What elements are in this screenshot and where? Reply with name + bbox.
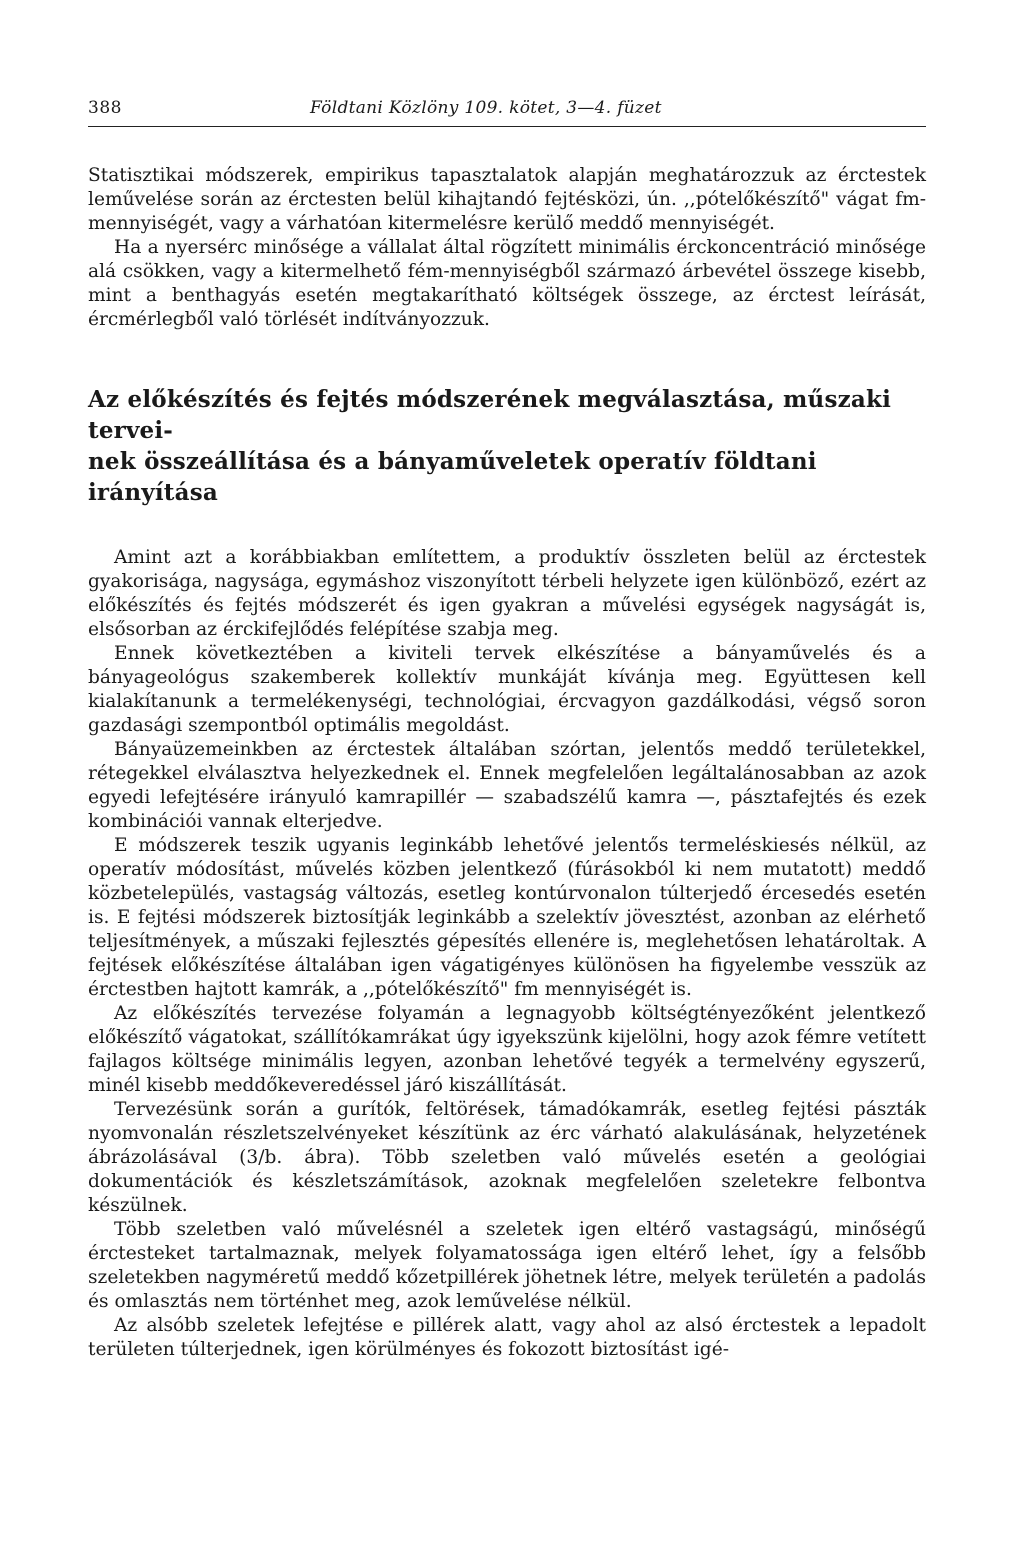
paragraph: Amint azt a korábbiakban említettem, a produktív összleten belül az érctestek gyakorisága, nagysága, egymáshoz viszonyított térbeli helyzete igen különböző, ezért az előkészítés és fejtés módszerét és igen gyakran a művelési egységek nagyságát is, elsősorban az érckifejlődés felépítése szabja meg.	[88, 547, 926, 640]
paragraph: Az alsóbb szeletek lefejtése e pillérek alatt, vagy ahol az alsó érctestek a lepadolt területen túlterjednek, igen körülményes és fokozott biztosítást igé-	[88, 1315, 926, 1360]
section-heading-line: Az előkészítés és fejtés módszerének megválasztása, műszaki tervei-	[88, 386, 892, 444]
section-heading-line: nek összeállítása és a bányaműveletek operatív földtani irányítása	[88, 448, 817, 506]
page-number: 388	[88, 98, 122, 118]
paragraph: E módszerek teszik ugyanis leginkább lehetővé jelentős termeléskiesés nélkül, az operatív módosítást, művelés közben jelentkező (fúrásokból ki nem mutatott) meddő közbetelepülés, vastagság változás, esetleg kontúrvonalon túlterjedő ércesedés esetén is. E fejtési módszerek biztosítják leginkább a szelektív jövesztést, azonban az elérhető teljesítmények, a műszaki fejlesztés gépesítés ellenére is, meglehetősen lehatároltak. A fejtések előkészítése általában igen vágatigényes különösen ha figyelembe vesszük az érctestben hajtott kamrák, a ,,pótelőkészítő" fm mennyiségét is.	[88, 835, 926, 1000]
paragraph: Statisztikai módszerek, empirikus tapasztalatok alapján meghatározzuk az érctestek leművelése során az érctesten belül kihajtandó fejtésközi, ún. ,,pótelőkészítő" vágat fm-mennyiségét, vagy a várhatóan kitermelésre kerülő meddő mennyiségét.	[88, 165, 926, 234]
paragraph: Tervezésünk során a gurítók, feltörések, támadókamrák, esetleg fejtési pászták nyomvonalán részletszelvényeket készítünk az érc várható alakulásának, helyzetének ábrázolásával (3/b. ábra). Több szeletben való művelés esetén a geológiai dokumentációk és készletszámítások, azoknak megfelelően szeletekre felbontva készülnek.	[88, 1099, 926, 1216]
section-heading	[88, 384, 926, 508]
paragraph: Bányaüzemeinkben az érctestek általában szórtan, jelentős meddő területekkel, rétegekkel elválasztva helyezkednek el. Ennek megfelelően legáltalánosabban az azok egyedi lefejtésére irányuló kamrapillér — szabadszélű kamra —, pásztafejtés és ezek kombinációi vannak elterjedve.	[88, 739, 926, 832]
paragraph: Több szeletben való művelésnél a szeletek igen eltérő vastagságú, minőségű érctesteket tartalmaznak, melyek folyamatossága igen eltérő lehet, így a felsőbb szeletekben nagyméretű meddő kőzetpillérek jöhetnek létre, melyek területén a padolás és omlasztás nem történhet meg, azok leművelése nélkül.	[88, 1219, 926, 1312]
journal-title: Földtani Közlöny 109. kötet, 3—4. füzet	[310, 98, 662, 118]
header-rule	[88, 126, 926, 127]
paragraph: Ha a nyersérc minősége a vállalat által rögzített minimális érckoncentráció minősége alá csökken, vagy a kitermelhető fém-mennyiségből származó árbevétel összege kisebb, mint a benthagyás esetén megtakarítható költségek összege, az érctest leírását, ércmérlegből való törlését indítványozzuk.	[88, 237, 926, 330]
running-head	[88, 92, 926, 124]
page	[88, 92, 926, 1362]
paragraph: Ennek következtében a kiviteli tervek elkészítése a bányaművelés és a bányageológus szakemberek kollektív munkáját kívánja meg. Együttesen kell kialakítanunk a termelékenységi, technológiai, ércvagyon gazdálkodási, végső soron gazdasági szempontból optimális megoldást.	[88, 643, 926, 736]
body-text	[88, 164, 926, 1362]
paragraph: Az előkészítés tervezése folyamán a legnagyobb költségtényezőként jelentkező előkészítő vágatokat, szállítókamrákat úgy igyekszünk kijelölni, hogy azok fémre vetített fajlagos költsége minimális legyen, azonban lehetővé tegyék a termelvény egyszerű, minél kisebb meddőkeveredéssel járó kiszállítását.	[88, 1003, 926, 1096]
